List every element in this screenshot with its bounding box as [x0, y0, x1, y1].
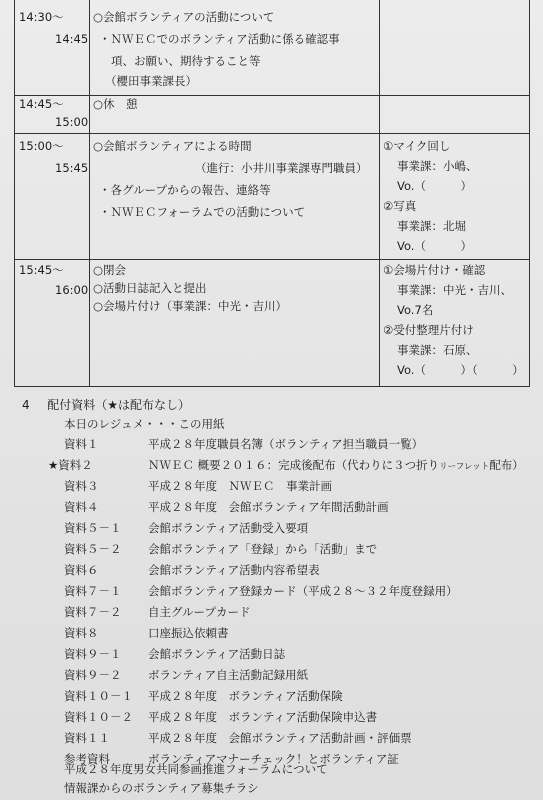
assignment-line: Vo.7名 [397, 303, 434, 317]
item-desc: ボランティア自主活動記録用紙 [148, 668, 309, 682]
agenda-line: 項、お願い、期待すること等 [111, 54, 261, 68]
agenda-line: ○会館ボランティアの活動について [93, 10, 275, 24]
item-label: 資料１１ [64, 731, 110, 745]
end-time: 14:45 [55, 32, 89, 46]
assignment-line: ①マイク回し [383, 139, 451, 153]
list-item [0, 518, 543, 538]
item-desc: 平成２８年度 ＮＷＥＣ 事業計画 [148, 479, 332, 493]
assignment-line: Vo.（ ）（ ） [397, 363, 524, 377]
schedule-row [15, 133, 529, 260]
assignment-line: Vo.（ ） [397, 239, 472, 253]
assignment-line: ①会場片付け・確認 [383, 263, 486, 277]
item-label: 資料５－１ [64, 521, 122, 535]
list-item [0, 434, 543, 454]
item-label: 資料７－１ [64, 584, 122, 598]
start-time: 15:00～ [19, 139, 64, 153]
assignment-line: Vo.（ ） [397, 179, 472, 193]
agenda-line: ○会場片付け（事業課：中光・吉川） [93, 299, 288, 313]
end-time: 15:00 [55, 115, 89, 129]
section-title: 配付資料（★は配布なし） [47, 398, 191, 412]
item-label: 資料７－２ [64, 605, 122, 619]
agenda-line: ○閉会 [93, 263, 127, 277]
item-label: 資料８ [64, 626, 99, 640]
item-desc: 口座振込依頼書 [148, 626, 229, 640]
column-divider [379, 259, 380, 386]
start-time: 14:30～ [19, 10, 64, 24]
agenda-line: ○会館ボランティアによる時間 [93, 139, 252, 153]
item-label: 参考資料 [64, 752, 110, 766]
end-time: 16:00 [55, 283, 89, 297]
item-label: 資料５－２ [64, 542, 122, 556]
item-desc: 平成２８年度 ボランティア活動保険申込書 [148, 710, 378, 724]
item-desc: 自主グループカード [148, 605, 251, 619]
item-label: 資料９－１ [64, 647, 122, 661]
assignment-line: 事業課：北堀 [397, 219, 466, 233]
agenda-line: ・ＮＷＥＣでのボランティア活動に係る確認事 [99, 32, 340, 46]
agenda-line: （櫻田事業課長） [105, 74, 197, 88]
column-divider [379, 95, 380, 133]
section-number: 4 [22, 398, 30, 412]
agenda-line: ○休 憩 [93, 97, 138, 111]
list-item [0, 539, 543, 559]
list-item [0, 644, 543, 664]
column-divider [379, 0, 380, 95]
list-item [0, 707, 543, 727]
column-divider [379, 133, 380, 259]
list-item [0, 581, 543, 601]
item-desc: 会館ボランティア「登録」から「活動」まで [148, 542, 378, 556]
start-time: 14:45～ [19, 97, 64, 111]
item-label: 資料６ [64, 563, 99, 577]
list-item [0, 602, 543, 622]
list-item [0, 497, 543, 517]
item-label: 資料９－２ [64, 668, 122, 682]
item-label: 資料１０－２ [64, 710, 133, 724]
section-heading [22, 396, 190, 413]
item-desc: 平成２８年度 ボランティア活動保険 [148, 689, 343, 703]
item-desc: 平成２８年度職員名簿（ボランティア担当職員一覧） [148, 437, 424, 451]
list-item [0, 728, 543, 748]
list-item [0, 560, 543, 580]
schedule-row [15, 95, 529, 134]
agenda-line: （進行：小井川事業課専門職員） [195, 161, 368, 175]
agenda-line: ・各グループからの報告、連絡等 [99, 183, 271, 197]
item-desc: 会館ボランティア登録カード（平成２８～３２年度登録用） [148, 584, 458, 598]
item-desc: ＮＷＥＣ 概要２０１６：完成後配布（代わりに３つ折りリーフレット配布） [148, 458, 524, 472]
item-desc: 平成２８年度 会館ボランティア活動計画・評価票 [148, 731, 412, 745]
extra-item: 平成２８年度男女共同参画推進フォーラムについて [64, 762, 328, 776]
item-label: 資料１０－１ [64, 689, 133, 703]
assignment-line: ②写真 [383, 199, 417, 213]
schedule-row [15, 0, 529, 96]
item-label: 資料１ [64, 437, 99, 451]
list-item [0, 476, 543, 496]
assignment-line: ②受付整理片付け [383, 323, 474, 337]
start-time: 15:45～ [19, 263, 64, 277]
item-desc: 会館ボランティア活動受入要項 [148, 521, 309, 535]
extra-item: 情報課からのボランティア募集チラシ [64, 781, 259, 795]
item-label: 資料３ [64, 479, 99, 493]
list-item [0, 665, 543, 685]
assignment-line: 事業課：小嶋、 [397, 159, 478, 173]
list-item [0, 455, 543, 475]
assignment-line: 事業課：石原、 [397, 343, 478, 357]
section-intro: 本日のレジュメ・・・この用紙 [64, 417, 225, 431]
item-desc: 平成２８年度 会館ボランティア年間活動計画 [148, 500, 389, 514]
agenda-line: ・ＮＷＥＣフォーラムでの活動について [99, 205, 306, 219]
item-desc: 会館ボランティア活動内容希望表 [148, 563, 320, 577]
list-item [0, 623, 543, 643]
list-item [0, 686, 543, 706]
item-label: 資料４ [64, 500, 99, 514]
schedule-row [15, 259, 529, 386]
agenda-line: ○活動日誌記入と提出 [93, 281, 207, 295]
assignment-line: 事業課：中光・吉川、 [397, 283, 512, 297]
item-desc: ボランティアマナーチェック！とボランティア証 [148, 752, 399, 766]
item-label: ★資料２ [48, 458, 93, 472]
schedule-table [14, 0, 530, 387]
end-time: 15:45 [55, 161, 89, 175]
item-desc: 会館ボランティア活動日誌 [148, 647, 286, 661]
